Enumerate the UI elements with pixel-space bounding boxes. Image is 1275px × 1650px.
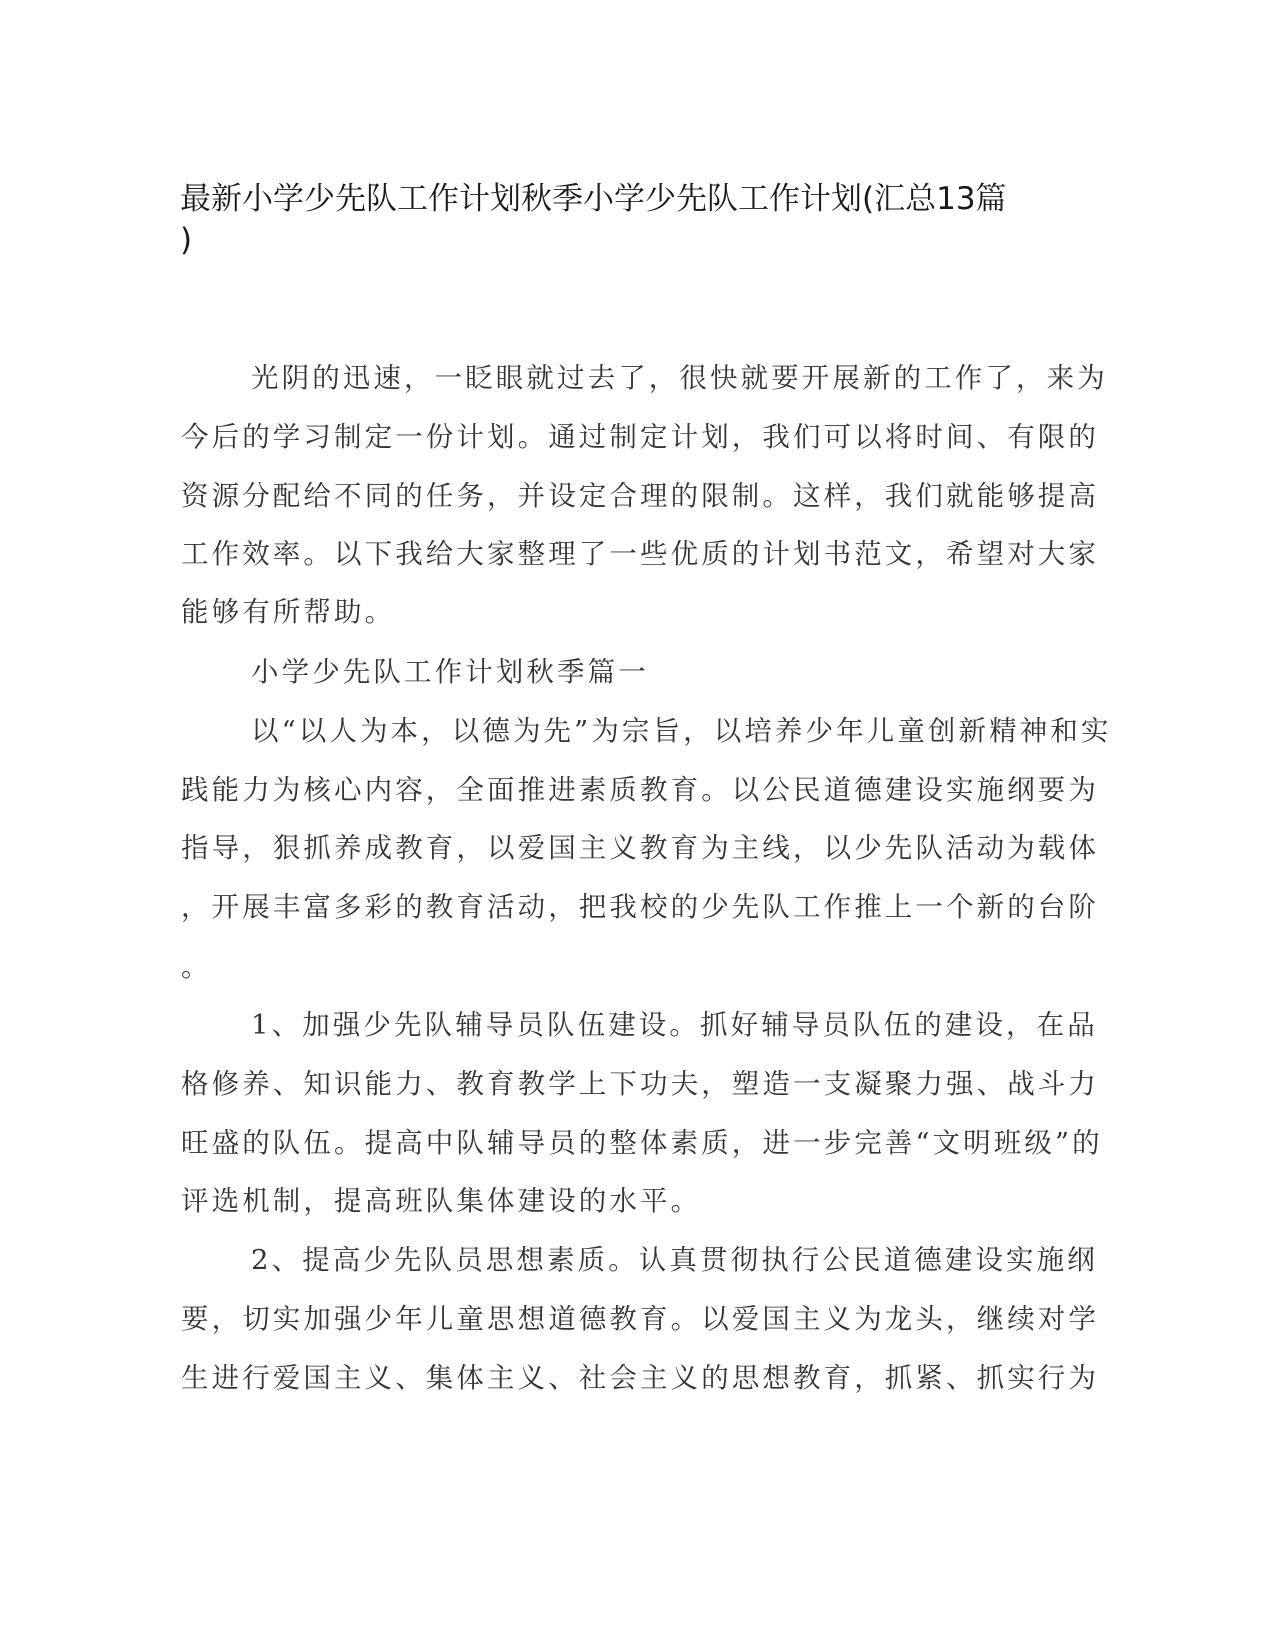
body-line: 以“以人为本，以德为先”为宗旨，以培养少年儿童创新精神和实 (251, 715, 1112, 747)
body-line: 资源分配给不同的任务，并设定合理的限制。这样，我们就能够提高 (181, 480, 1099, 512)
body-line: 评选机制，提高班队集体建设的水平。 (181, 1185, 702, 1217)
body-line: 要，切实加强少年儿童思想道德教育。以爱国主义为龙头，继续对学 (181, 1303, 1099, 1335)
body-line: 生进行爱国主义、集体主义、社会主义的思想教育，抓紧、抓实行为 (181, 1362, 1099, 1394)
title-line-1: 最新小学少先队工作计划秋季小学少先队工作计划(汇总13篇 (180, 181, 1007, 217)
title-line-2: ) (180, 222, 193, 258)
body-line: 践能力为核心内容，全面推进素质教育。以公民道德建设实施纲要为 (181, 774, 1099, 806)
body-line: 旺盛的队伍。提高中队辅导员的整体素质，进一步完善“文明班级”的 (181, 1127, 1103, 1159)
body-line: 1、加强少先队辅导员队伍建设。抓好辅导员队伍的建设，在品 (251, 1009, 1098, 1041)
body-line: ，开展丰富多彩的教育活动，把我校的少先队工作推上一个新的台阶 (181, 891, 1099, 923)
section-heading: 小学少先队工作计划秋季篇一 (251, 656, 649, 688)
body-line: 工作效率。以下我给大家整理了一些优质的计划书范文，希望对大家 (181, 538, 1099, 570)
body-line: 。 (181, 951, 212, 983)
body-line: 指导，狠抓养成教育，以爱国主义教育为主线，以少先队活动为载体 (181, 832, 1099, 864)
body-line: 今后的学习制定一份计划。通过制定计划，我们可以将时间、有限的 (181, 421, 1099, 453)
body-line: 光阴的迅速，一眨眼就过去了，很快就要开展新的工作了，来为 (251, 362, 1108, 394)
body-line: 2、提高少先队员思想素质。认真贯彻执行公民道德建设实施纲 (251, 1244, 1098, 1276)
document-title (180, 179, 1040, 261)
body-line: 能够有所帮助。 (181, 596, 396, 628)
body-line: 格修养、知识能力、教育教学上下功夫，塑造一支凝聚力强、战斗力 (181, 1068, 1099, 1100)
